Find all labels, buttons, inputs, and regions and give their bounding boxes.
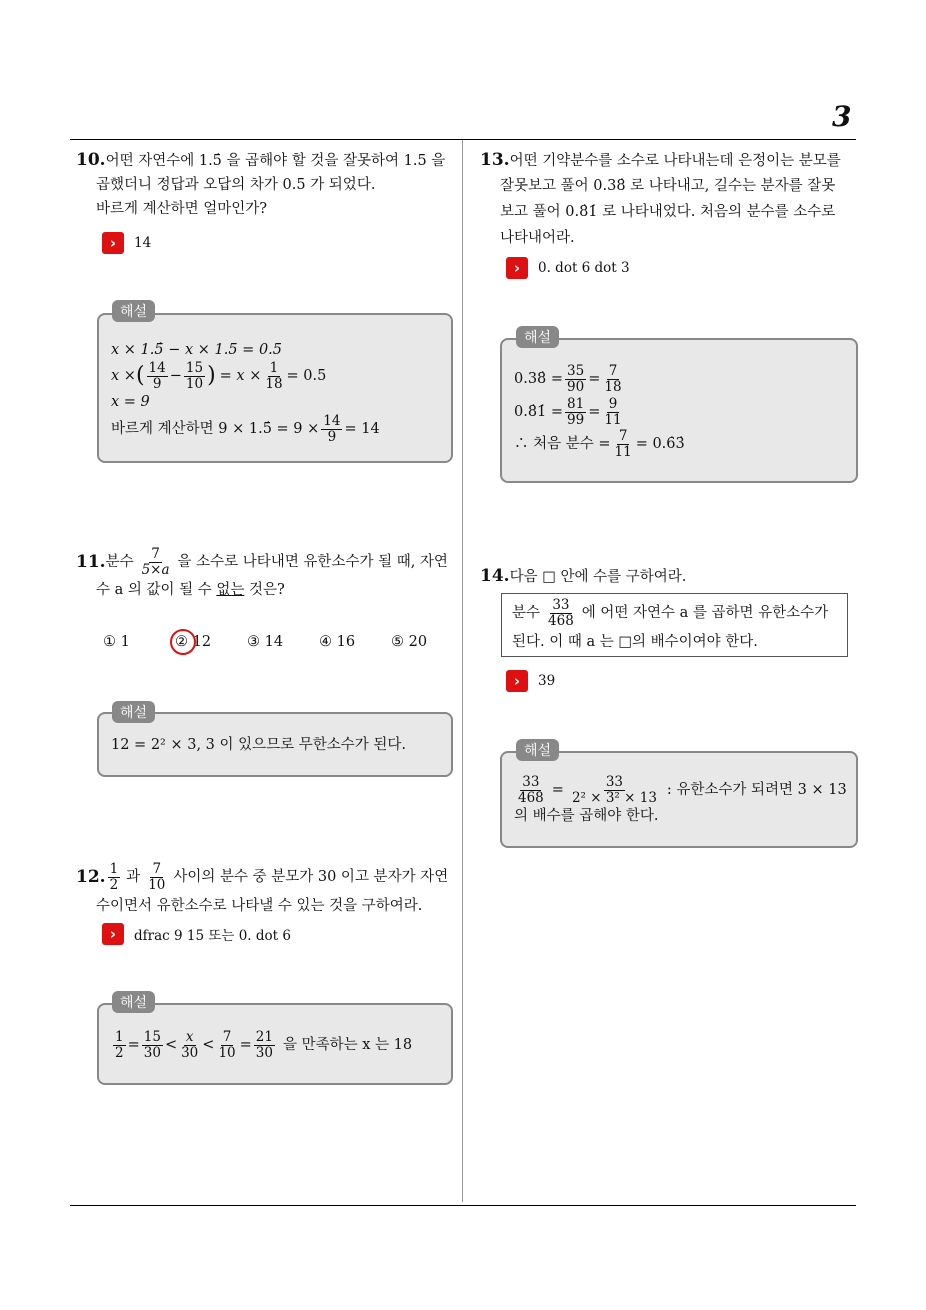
- solution-text: 을 만족하는 x 는 18: [282, 1037, 413, 1053]
- choice-1[interactable]: ① 1: [103, 634, 130, 650]
- question-number: 10.: [76, 150, 106, 170]
- question-12: [76, 860, 460, 918]
- fraction-numerator: 21: [255, 1028, 273, 1045]
- fraction-denominator: 30: [255, 1044, 273, 1061]
- fraction-denominator: 11: [614, 443, 632, 460]
- fraction-numerator: 7: [608, 362, 618, 379]
- question-14: [480, 564, 686, 589]
- question-10: [76, 148, 456, 221]
- fraction-denominator: 18: [265, 375, 283, 392]
- fraction-numerator: 9: [608, 395, 618, 412]
- operator: =: [588, 371, 601, 387]
- solution-text: 0.38̇ =: [514, 371, 564, 387]
- fraction-denominator: 11: [604, 411, 622, 428]
- solution-text: ∴ 처음 분수 =: [514, 436, 611, 452]
- fraction-denominator: 10: [185, 375, 204, 392]
- solution-text: −: [169, 368, 182, 384]
- answer-value: 39: [538, 673, 556, 689]
- fraction-denominator: 99: [567, 411, 585, 428]
- fraction-denominator: 468: [518, 789, 544, 806]
- operator: =: [551, 782, 564, 798]
- fraction-denominator: 18: [604, 378, 622, 395]
- answer-row: [506, 257, 630, 279]
- question-text: 수 a 의 값이 될 수: [96, 582, 212, 598]
- underlined-text: 없는: [216, 582, 245, 598]
- answer-arrow-icon: ›: [102, 232, 124, 254]
- solution-text: 0.8̇1̇ =: [514, 404, 564, 420]
- question-number: 12.: [76, 867, 106, 887]
- fraction-denominator: 2: [115, 1044, 124, 1061]
- question-text: 어떤 자연수에 1.5̇ 을 곱해야 할 것을 잘못하여 1.5 을: [105, 153, 446, 169]
- solution-text: = 0.6̇3̇: [635, 436, 685, 452]
- solution-line: x = 9: [111, 394, 150, 410]
- choice-2[interactable]: ② 12: [175, 634, 212, 650]
- solution-label: 해설: [516, 739, 559, 761]
- question-text: 바르게 계산하면 얼마인가?: [96, 201, 268, 217]
- question-text: 어떤 기약분수를 소수로 나타내는데 은정이는 분모를: [509, 153, 841, 169]
- question-number: 13.: [480, 150, 510, 170]
- fraction-numerator: 35: [567, 362, 585, 379]
- answer-value: 14: [134, 235, 152, 251]
- fraction-denominator: 9: [327, 428, 337, 445]
- operator: =: [127, 1037, 140, 1053]
- fraction-numerator: 7: [152, 860, 162, 877]
- operator: =: [239, 1037, 252, 1053]
- solution-label: 해설: [112, 300, 155, 322]
- question-11: [76, 546, 460, 602]
- box-text: 분수: [512, 605, 541, 621]
- solution-text: = 14: [344, 421, 380, 437]
- solution-label: 해설: [516, 326, 559, 348]
- answer-arrow-icon: ›: [506, 670, 528, 692]
- solution-box: x × 1.5̇ − x × 1.5 = 0.5 x × ( $\frac{14}{9}$ − $\frac{15}{10}$ ) = x × $\frac{1}{18}$ = 0.5 x = 9 바르게 계산하면 9 × 1.5̇ = 9 × $\frac{14}{9}$ = 14: [97, 313, 453, 463]
- fraction-numerator: 1: [109, 860, 119, 877]
- page-number: 3: [832, 100, 852, 133]
- choice-5[interactable]: ⑤ 20: [391, 634, 428, 650]
- question-text: 분수: [105, 554, 134, 570]
- solution-text: x ×: [111, 368, 136, 384]
- answer-row: [102, 923, 291, 945]
- footer-rule: [70, 1205, 856, 1206]
- fraction-numerator: 33: [605, 773, 624, 790]
- question-text: 곱했더니 정답과 오답의 차가 0.5 가 되었다.: [96, 177, 376, 193]
- solution-text: = x ×: [219, 368, 262, 384]
- fraction-denominator: 2: [109, 876, 119, 893]
- solution-box: [500, 751, 858, 848]
- choice-4[interactable]: ④ 16: [319, 634, 356, 650]
- operator: =: [588, 404, 601, 420]
- solution-text: = 0.5: [286, 368, 327, 384]
- fraction-numerator: 7: [151, 545, 160, 562]
- operator: <: [164, 1037, 178, 1053]
- fraction-denominator: 10: [218, 1044, 236, 1061]
- solution-text: 바르게 계산하면 9 × 1.5̇ = 9 ×: [111, 421, 320, 437]
- fraction-numerator: x: [185, 1028, 194, 1045]
- answer-arrow-icon: ›: [102, 923, 124, 945]
- fraction-numerator: 14: [148, 359, 166, 376]
- question-text: 다음 □ 안에 수를 구하여라.: [509, 569, 687, 585]
- answer-value: 0. dot 6 dot 3: [538, 260, 630, 276]
- fraction-numerator: 33: [522, 773, 540, 790]
- fraction-numerator: 1: [269, 359, 279, 376]
- operator: <: [202, 1037, 215, 1053]
- solution-text: : 유한소수가 되려면 3 × 13: [666, 782, 847, 798]
- fraction-denominator: 90: [567, 378, 585, 395]
- question-text: 잘못보고 풀어 0.38̇ 로 나타내고, 길수는 분자를 잘못: [500, 178, 836, 194]
- question-text: 을 소수로 나타내면 유한소수가 될 때, 자연: [177, 554, 448, 570]
- answer-arrow-icon: ›: [506, 257, 528, 279]
- answer-row: [506, 670, 555, 692]
- fraction-denominator: 2² × 3² × 13: [571, 789, 657, 806]
- answer-value: dfrac 9 15 또는 0. dot 6: [134, 928, 291, 944]
- question-box: [501, 593, 848, 657]
- box-text: 에 어떤 자연수 a 를 곱하면 유한소수가: [581, 605, 829, 621]
- solution-label: 해설: [112, 991, 155, 1013]
- question-number: 14.: [480, 566, 510, 586]
- solution-box: [500, 338, 858, 483]
- fraction-numerator: 15: [185, 359, 204, 376]
- box-text: 된다. 이 때 a 는 □의 배수이여야 한다.: [512, 634, 758, 650]
- fraction-denominator: 5×a: [141, 561, 170, 578]
- answer-row: [102, 232, 151, 254]
- solution-label: 해설: [112, 701, 155, 723]
- question-text: 사이의 분수 중 분모가 30 이고 분자가 자연: [173, 869, 449, 885]
- selected-answer-circle-icon: [170, 629, 196, 655]
- fraction-numerator: 33: [552, 596, 570, 613]
- solution-text: 의 배수를 곱해야 한다.: [514, 808, 659, 824]
- question-13: [480, 148, 860, 251]
- fraction-numerator: 81: [567, 395, 585, 412]
- column-divider: [462, 140, 463, 1202]
- fraction-numerator: 14: [323, 412, 341, 429]
- choice-3[interactable]: ③ 14: [247, 634, 284, 650]
- question-text: 것은?: [248, 582, 285, 598]
- solution-line: x × 1.5̇ − x × 1.5 = 0.5: [111, 342, 283, 358]
- fraction-numerator: 7: [618, 427, 628, 444]
- question-text: 수이면서 유한소수로 나타낼 수 있는 것을 구하여라.: [96, 898, 423, 914]
- fraction-numerator: 15: [143, 1028, 161, 1045]
- fraction-denominator: 30: [181, 1044, 199, 1061]
- question-text: 보고 풀어 0.8̇1̇ 로 나타내었다. 처음의 분수를 소수로: [500, 204, 836, 220]
- solution-line: 12 = 2² × 3, 3 이 있으므로 무한소수가 된다.: [111, 737, 407, 753]
- question-text: 과: [126, 869, 141, 885]
- question-number: 11.: [76, 552, 106, 572]
- fraction-numerator: 7: [222, 1028, 232, 1045]
- fraction-denominator: 30: [143, 1044, 161, 1061]
- fraction-denominator: 468: [548, 612, 574, 629]
- solution-box: [97, 1003, 453, 1085]
- choice-list: [103, 630, 463, 654]
- question-text: 나타내어라.: [500, 230, 575, 246]
- header-rule: [70, 139, 856, 140]
- fraction-denominator: 10: [148, 876, 166, 893]
- fraction-denominator: 9: [152, 375, 162, 392]
- fraction-numerator: 1: [115, 1028, 124, 1045]
